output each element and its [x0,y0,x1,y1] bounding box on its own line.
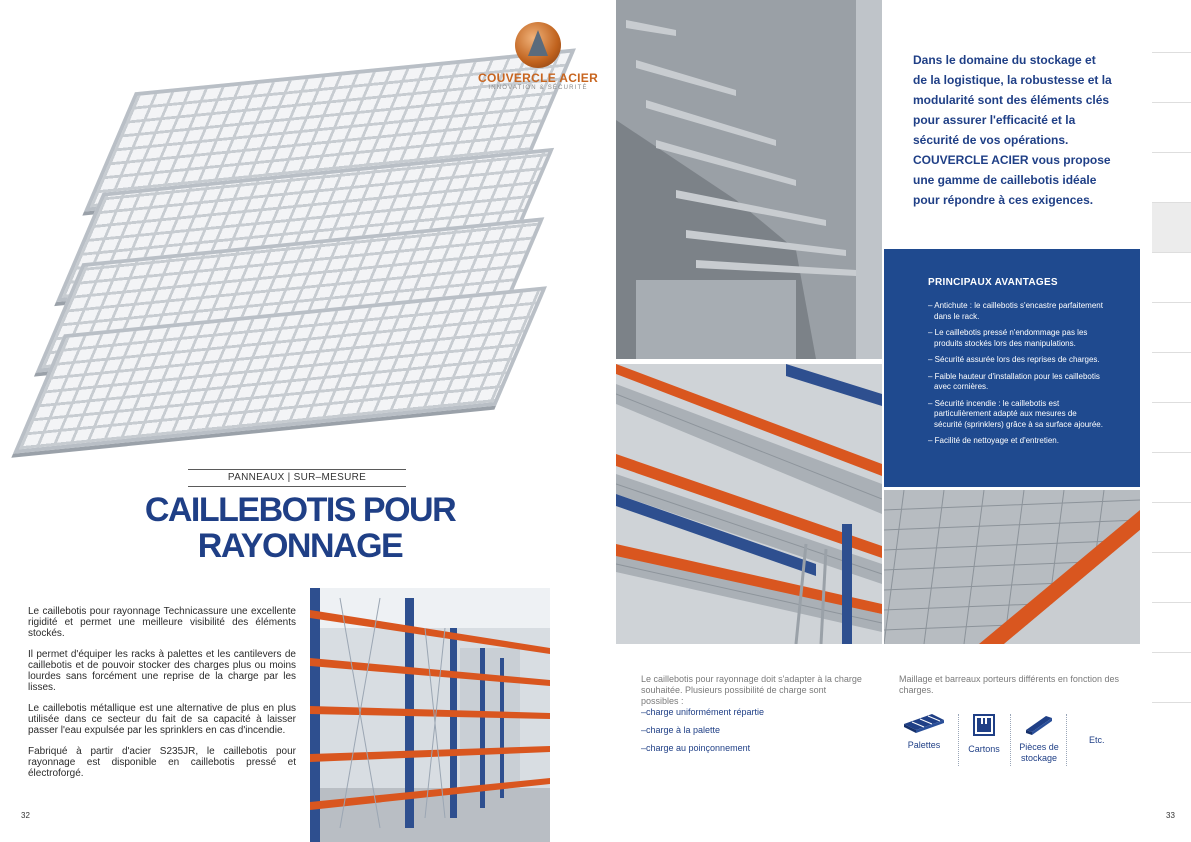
page-title [130,492,470,564]
load-option: –charge au poinçonnement [641,743,751,753]
icon-label: Cartons [968,744,1000,754]
grating-closeup-photo [884,490,1140,644]
cantilever-storage-photo [616,0,882,359]
intro-text: Dans le domaine du stockage et de la logistique, la robustesse et la modularité sont des éléments clés pour assurer l'efficacité et la sécurité de vos opérations. COUVERCLE ACIER vous propose une gamme de caillebotis idéale pour répondre à ces exigences. [913,53,1112,207]
load-option: –charge à la palette [641,725,721,735]
side-tab [1152,702,1191,752]
icon-label: Palettes [907,740,941,750]
load-type-parts [1011,712,1067,764]
subtitle-rule-top [188,469,406,470]
paragraph: Le caillebotis pour rayonnage Technicassure une excellente rigidité et permet une meilleure visibilité des éléments stockés. [28,606,296,639]
brand-tagline: INNOVATION & SÉCURITÉ [488,85,588,91]
side-tab [1152,252,1191,302]
icon-separator [1066,714,1067,766]
pallet-icon [902,712,946,734]
beam-icon [1024,712,1054,736]
subtitle-rule-bottom [188,486,406,487]
advantages-list [928,301,1103,453]
paragraph: Fabriqué à partir d'acier S235JR, le caillebotis pour rayonnage est disponible en caillebotis pressé et électroforgé. [28,746,296,779]
grating-panels-image [30,60,570,460]
side-tab [1152,352,1191,402]
logo-mark-icon [515,22,561,68]
mesh-description: Maillage et barreaux porteurs différents en fonction des charges. [899,674,1119,695]
load-type-boxes [956,712,1012,755]
load-options [641,703,764,757]
page-number-left: 32 [21,811,30,820]
side-tab [1152,502,1191,552]
advantage-item: – Faible hauteur d'installation pour les caillebotis avec cornières. [928,371,1100,391]
brand-logo [478,22,598,104]
pallet-rack-grating-photo [616,364,882,644]
side-tab [1152,602,1191,652]
paragraph: Le caillebotis métallique est une alternative de plus en plus utilisée dans ce secteur du fait de sa capacité à laisser passer l'eau expulsée par les sprinklers en cas d'incendie. [28,703,296,736]
side-tab-active [1152,202,1191,252]
load-type-pallets [896,712,952,751]
advantage-item: – Facilité de nettoyage et d'entretien. [928,436,1059,445]
side-tab [1152,452,1191,502]
product-description [28,606,296,789]
load-option: –charge uniformément répartie [641,707,765,717]
title-line-1: CAILLEBOTIS POUR [144,491,456,529]
advantage-item: – Antichute : le caillebotis s'encastre parfaitement dans le rack. [928,301,1103,321]
page-number-right: 33 [1166,811,1175,820]
brand-name: COUVERCLE ACIER [478,71,599,85]
advantage-item: – Sécurité incendie : le caillebotis est particulièrement adapté aux mesures de sécurité (sprinklers) grâce à sa surface ajourée. [928,398,1103,429]
side-tab [1152,302,1191,352]
warehouse-rack-photo [310,588,550,842]
icon-label: Pièces de stockage [1019,742,1059,763]
load-description: Le caillebotis pour rayonnage doit s'adapter à la charge souhaitée. Plusieurs possibilité de charge sont possibles : [641,674,862,706]
product-subtitle: PANNEAUX | SUR–MESURE [227,472,367,483]
side-tab [1152,652,1191,702]
side-tab [1152,152,1191,202]
paragraph: Il permet d'équiper les racks à palettes et les cantilevers de caillebotis et de pouvoir stocker des charges plus ou moins lourdes sans forcément une reprise de la charge par les lisses. [28,649,296,693]
box-icon [971,712,997,738]
title-line-2: RAYONNAGE [197,527,403,565]
page-edge-tabs [1152,52,1191,752]
advantage-item: – Sécurité assurée lors des reprises de charges. [928,355,1100,364]
advantages-heading: PRINCIPAUX AVANTAGES [928,277,1058,288]
advantages-box [884,249,1140,487]
side-tab [1152,402,1191,452]
side-tab [1152,102,1191,152]
side-tab [1152,52,1191,102]
side-tab [1152,552,1191,602]
etc-label: Etc. [1089,735,1105,745]
advantage-item: – Le caillebotis pressé n'endommage pas les produits stockés lors des manipulations. [928,328,1088,348]
